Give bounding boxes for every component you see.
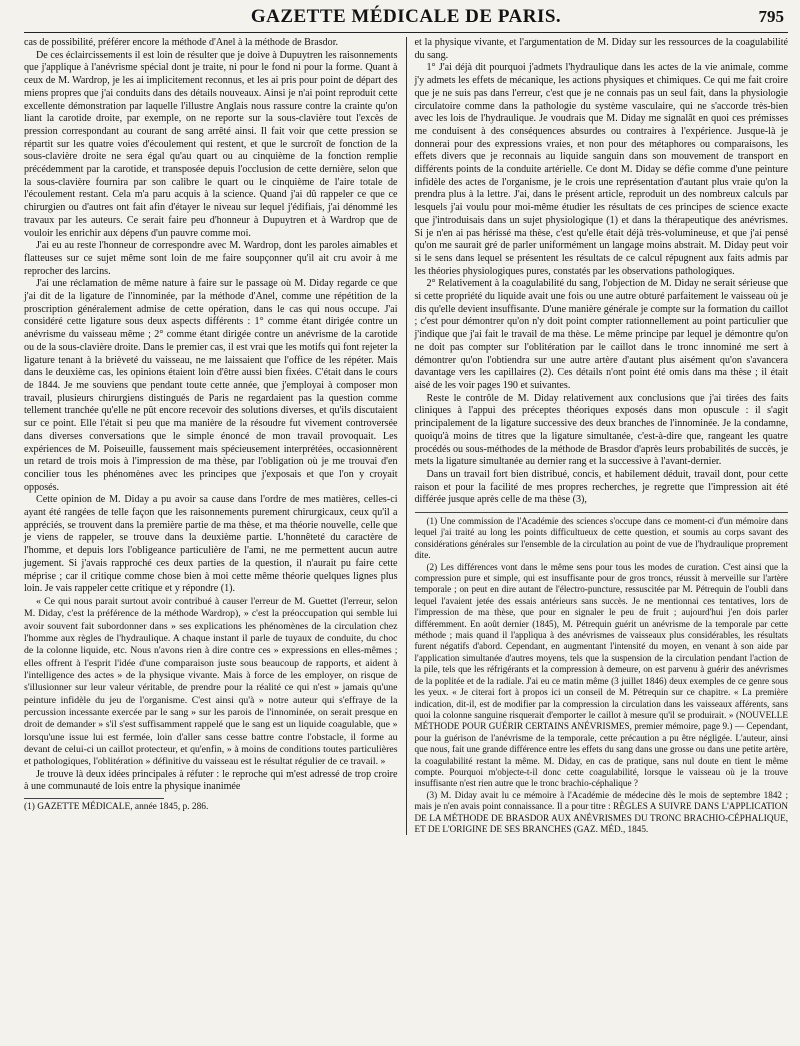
page-title: GAZETTE MÉDICALE DE PARIS. [250,6,562,27]
right-column [407,37,789,835]
right-paragraph: et la physique vivante, et l'argumentation de M. Diday sur les ressources de la coagulabilité du sang. [414,37,789,61]
footnote: (1) Une commission de l'Académie des sciences s'occupe dans ce moment-ci d'un mémoire dans lequel j'ai traité au long les points difficultueux de cette question, et soumis au corps savant des considérations générales sur l'ensemble de la circulation au point de vue de l'hydraulique proprement dite. [414,516,789,561]
footnote: (2) Les différences vont dans le même sens pour tous les modes de curation. C'est ainsi que la compression pure et simple, qui est insuffisante pour de gros troncs, réussit à merveille sur l'artère temporale ; on peut en dire autant de l'électro-puncture, ressuscitée par M. Pétrequin de l'oubli dans lequel l'avaient jetée des essais antérieurs sans succès. Je ne mentionnai ces tentatives, lors de l'impression de ma thèse, que pour en signaler le peu de fruit ; aujourd'hui j'en dois parler différemment. En août dernier (1845), M. Pétrequin guérit un anévrisme de la temporale par cette méthode ; mais quand il l'appliqua à des anévrismes de vaisseaux plus considérables, les résultats furent négatifs d'abord. Cependant, en augmentant l'intensité du moyen, en venant à son aide par l'application simultanée d'autres moyens, tels que la suspension de la circulation pendant l'action de la pile, tels que les réfrigérants et la compression à demeure, on est parvenu à guérir des anévrismes de la poplitée et de la radiale. J'ai eu ce matin même (3 juillet 1846) deux exemples de ce genre sous les yeux. « Je citerai fort à propos ici un conseil de M. Pétrequin sur ce chapitre. « La première indication, dit-il, est de modifier par la compression la circulation dans les vaisseaux afférents, sans quoi la colonne sanguine risquerait d'emporter le caillot à mesure qu'il se produirait. » (NOUVELLE MÉTHODE POUR GUÉRIR CERTAINS ANÉVRISMES, premier mémoire, page 9.) — Cependant, pour la guérison de l'anévrisme de la temporale, cette précaution a pu être négligée. L'auteur, ainsi que nous, fait une grande différence entre les effets du sang dans une grosse ou dans une petite artère, la coagulabilité restant la même. M. Diday, en cas de pratique, sans nul doute en tient le même compte. Pourquoi m'objecte-t-il donc cette coagulabilité, lorsque le vaisseau où je la trouve insuffisante n'est rien autre que le tronc brachio-céphalique ? [414,561,789,789]
footnote: (3) M. Diday avait lu ce mémoire à l'Académie de médecine dès le mois de septembre 1842 ; mais je n'en avais point connaissance. Il a pour titre : RÈGLES A SUIVRE DANS L'APPLICATION DE LA MÉTHODE DE BRASDOR AUX ANÉVRISMES DU TRONC BRACHIO-CÉPHALIQUE, ET DE L'ORIGINE DE SES BRANCHES (GAZ. MÉD., 1845. [414,789,789,834]
right-paragraph: Reste le contrôle de M. Diday relativement aux conclusions que j'ai tirées des faits cliniques à l'appui des préceptes théoriques exposés dans mon opuscule : il s'agit principalement de la ligature successive des deux branches de l'innominée. Je la condamne, quoiqu'à moins de titres que la ligature simultanée, c'est-à-dire que, rangeant les quatre procédés ou sous-méthodes de la méthode de Brasdor d'après leurs probabilités de succès, je mets la ligature simultanée au dernier rang et la successive à l'avant-dernier. [414,392,789,468]
left-footnote: (1) GAZETTE MÉDICALE, année 1845, p. 286. [24,802,209,813]
footnotes [415,512,789,835]
right-paragraph: 1° J'ai déjà dit pourquoi j'admets l'hydraulique dans les actes de la vie animale, comme j'y admets les effets de mécanique, les actions physiques et chimiques. Ce qui me fait croire que je ne suis pas dans l'erreur, c'est que je ne connais pas un seul fait, dans la physiologie circulatoire comme dans la pathologie du système vasculaire, qui ne s'accorde très-bien avec les lois de l'hydraulique. Je voudrais que M. Diday me signalât en quoi ces prémisses me conduisent à des conséquences absurdes ou contraires à l'expérience. Jusque-là je donnerai pour des expressions vraies, et non pour des métaphores ou comparaisons, les effets divers que je reconnais au liquide sanguin dans son mouvement de transport en différents points de la conduite artérielle. Ce dont M. Diday se défie comme d'une peinture infidèle des actes de l'organisme, je le crois une représentation d'autant plus vraie qu'on la prendra plus à la lettre. J'ai, dans le présent article, reproduit un des nombreux calculs par lesquels j'ai voulu pour moi-même étudier les résultats de ces principes de science exacte que j'introduisais dans un sujet physiologique (1) et dans la thérapeutique des anévrismes. Si je n'en ai pas hérissé ma thèse, c'est qu'elle était déjà très-volumineuse, et que j'ai pensé qu'on me saurait gré de parler uniformément un langage moins abstrait. M. Diday peut voir si le sens dans lequel se présentent les résultats de ce calcul répugnent aux faits admis par les théories physiologiques pures, constatés par les observations pathologiques. [414,62,789,277]
quotation-paragraph: « Ce qui nous parait surtout avoir contribué à causer l'erreur de M. Guettet (l'erreur, selon M. Diday, c'est la préférence de la méthode Wardrop), » c'est la préoccupation qui semble lui avoir souvent fait subordonner dans » ses explications les phénomènes de la circulation chez l'homme aux règles de l'hydraulique. A chaque instant il parle de tuyaux de conduite, du choc de la colonne liquide, etc. Nous n'avons rien à dire contre ces » expressions en elles-mêmes ; elles offrent à l'esprit l'idée d'une comparaison juste sous beaucoup de rapports, et aident à l'intelligence des actes » de la physique vivante. Mais à force de les employer, on risque de s'illusionner sur leur valeur véritable, de prendre pour la réalité ce qui n'est » jamais qu'une peinture infidèle du jeu de l'organisme. C'est ainsi qu'à » notre auteur qui s'effraye de la percussion incessante exercée par le sang » sur les parois de l'innominée, on serait presque en droit de demander » s'il s'est suffisamment rappelé que le sang est un liquide coagulable, que » lorsqu'une issue lui est fermée, loin d'aller sans cesse battre contre l'obstacle, il forme au devant de celui-ci un caillot protecteur, et qu'enfin, » à moins de conditions toutes particulières et pathologiques, l'oblitération » définitive du vaisseau est le résultat régulier de ce travail. » [24,595,398,768]
left-paragraph: J'ai une réclamation de même nature à faire sur le passage où M. Diday regarde ce que j'ai dit de la ligature de l'innominée, par la méthode d'Anel, comme une répétition de la proscription généralement admise de cette opération, dans le cas qui nous occupe. J'ai considéré cette ligature sous deux aspects différents : 1° comme étant dirigée contre un anévrisme du vaisseau même ; 2° comme étant dirigée contre un anévrisme de la carotide ou de la sous-clavière droite. Dans le premier cas, il est vrai que les motifs qui font rejeter la ligature tenant à la brièveté du vaisseau, ne me laissaient que l'office de les répéter. Mais dans le deuxième cas, les opinions étaient loin d'être aussi bien fixées. C'était dans le cours de 1844. Je me souviens que pendant toute cette année, que j'employai à composer mon travail, plusieurs chirurgiens distingués de Paris ne regardaient pas la question comme tellement tranchée qu'elle ne pût encore recevoir des solutions diverses, et qu'ils discutaient sur ce point. Elle l'était si peu que ma manière de la résoudre fut vivement controversée dans diverses conversations que le simple énoncé de mon travail provoquait. Les expériences de M. Poiseuille, faussement mais spécieusement interprétées, occasionnèrent un retard de trois mois à l'impression de ma thèse, par l'obligation où je me trouvai d'en concilier tous les phénomènes avec les principes que j'exposais et que l'on y croyait opposés. [24,278,398,493]
left-paragraph: cas de possibilité, préférer encore la méthode d'Anel à la méthode de Brasdor. [24,37,339,48]
page-number: 795 [758,7,784,26]
right-paragraph: 2° Relativement à la coagulabilité du sang, l'objection de M. Diday ne serait sérieuse que si cette propriété du liquide avait une fois ou une autre obturé parfaitement le vaisseau où je dis qu'elle devient insuffisante. D'une manière générale je compte sur la formation du caillot ; c'est pour démontrer qu'on n'y doit point compter rationnellement au point particulier que j'indique que j'ai fait le travail de ma thèse. Le même principe par lequel je démontre qu'on ne doit pas compter sur l'oblitération par le caillot dans le tronc innominé me sert à démontrer qu'on l'obtiendra sur une autre artère d'autant plus aisément qu'on s'avancera davantage vers les capillaires (2). Ces détails n'ont point été omis dans ma thèse ; il était aisé de les voir pages 190 et suivantes. [414,278,789,391]
left-paragraph: Je trouve là deux idées principales à réfuter : le reproche qui m'est adressé de trop croire à une communauté de lois entre la physique inanimée [24,768,398,793]
columns [24,37,788,835]
left-paragraph: Cette opinion de M. Diday a pu avoir sa cause dans l'ordre de mes matières, celles-ci ayant été rangées de telle façon que les raisonnements purement chirurgicaux, ceux qu'il a appréciés, se trouvent dans la première partie de ma thèse, et ma théorie nouvelle, celle que je viens de rappeler, se trouve dans la deuxième partie. L'honnêteté du caractère de l'homme, et depuis lors l'obligeance particulière de l'ami, ne me permettent aucun autre jugement. Si j'avais rapproché ces deux parties de la question, il n'aurait pu faire cette méprise ; car il critique comme chose bien à moi cette même théorie quelques lignes plus loin. Je vais rappeler cette critique et y répondre (1). [24,494,398,595]
left-paragraph: J'ai eu au reste l'honneur de correspondre avec M. Wardrop, dont les paroles aimables et flatteuses sur ce sujet même sont loin de me faire soupçonner qu'il ait cru avoir à me reprocher des larcins. [24,240,398,277]
left-column [24,37,406,812]
right-paragraph: Dans un travail fort bien distribué, concis, et habilement déduit, travail dont, pour cette raison et pour la facilité de mes propres recherches, je regrette que l'impression ait été différée jusque après celle de ma thèse (3), [414,468,789,506]
page-header [24,6,788,33]
left-paragraph: De ces éclaircissements il est loin de résulter que je doive à Dupuytren les raisonnements que j'applique à l'anévrisme spécial dont je traite, ni pour le fond ni pour la forme. Quant à ceux de M. Wardrop, je les ai implicitement reconnus, et les ai pris pour point de départ des miens propres que j'ai conduits dans des détails nouveaux. Ainsi je n'ai point reproduit cette excellente démonstration par laquelle l'illustre Anglais nous rassure contre la crainte qu'on liant la carotide droite, par exemple, on ne reporte sur la sous-clavière tout l'excès de pression correspondant au courant de sang arrêté ainsi. Il fait voir que cette pression se répartit sur les quatre voies d'écoulement qui restent, et que le surcroît de fonction de la sous-clavière droite ne sera égal qu'au quart ou au cinquième de la fonction remplie précédemment par la carotide, et transposée depuis l'occlusion de cette dernière, selon que la sous-clavière fournira par son calibre le quart ou le cinquième de l'aire totale de l'écoulement restant. Cela m'a paru acquis à la science. Quand j'ai dû rappeler ce que ce chirurgien ou d'autres ont fait afin d'étayer le niveau sur lequel j'édifiais, j'ai dénommé les travaux par les auteurs. Ce serait faire peu d'honneur à Dupuytren et à Wardrop que de vouloir les enrichir aux dépens d'un pauvre comme moi. [24,49,398,239]
left-footnote-rule [24,798,209,813]
